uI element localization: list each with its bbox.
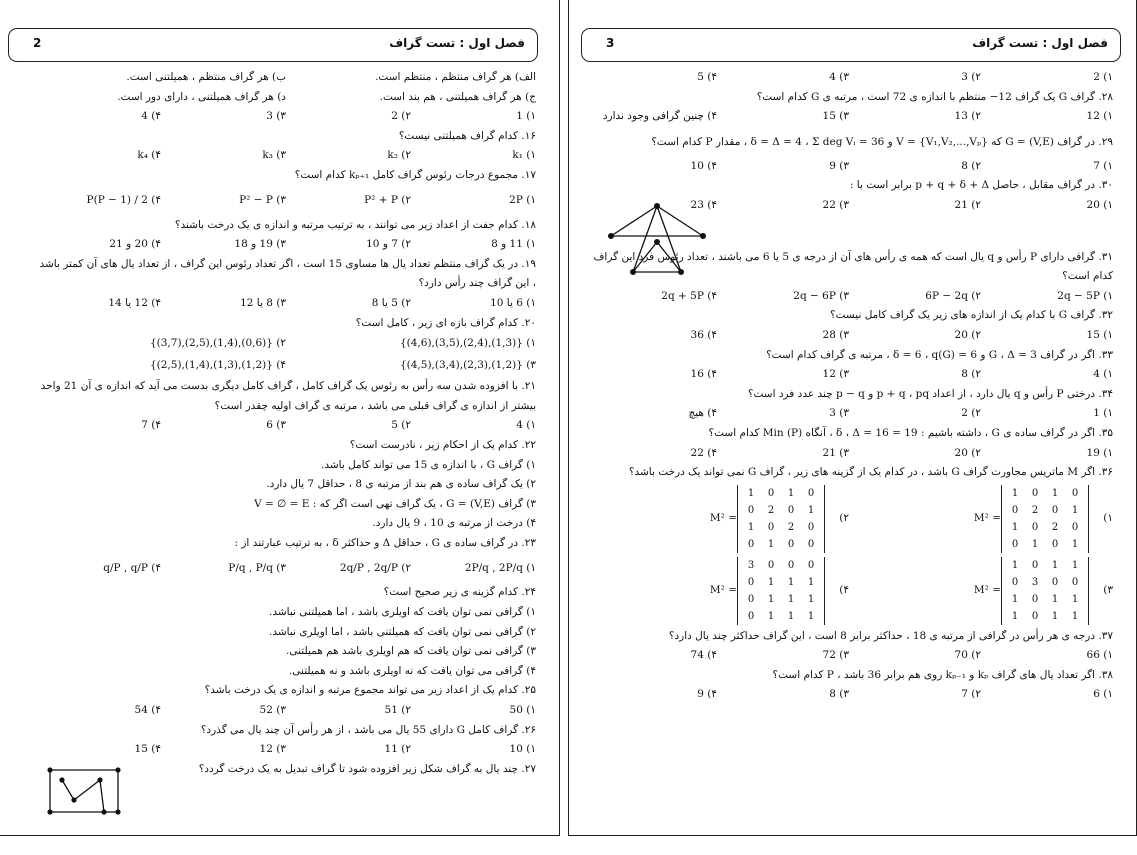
option-number: ۱): [1103, 511, 1113, 524]
matrix-entry: 0: [767, 521, 775, 533]
answer-option: ۴) چنین گرافی وجود ندارد: [602, 110, 717, 123]
answer-options: [36, 235, 536, 255]
book-spine: [560, 0, 568, 855]
matrix-entry: 0: [767, 487, 775, 499]
answer-option: ۳) 28: [822, 328, 849, 341]
answer-option: ۳) 21: [822, 446, 849, 459]
answer-options: [36, 146, 536, 166]
matrix-entry: 0: [747, 538, 755, 550]
matrix-entry: 3: [747, 559, 755, 571]
matrix-entry: 0: [1031, 559, 1039, 571]
answer-option: ۱) 66: [1086, 649, 1113, 662]
header-title: فصل اول : تست گراف: [389, 36, 525, 50]
matrix-entry: 0: [807, 487, 815, 499]
answer-option: ۱) 1: [1093, 407, 1113, 420]
answer-option: ۳) 52: [259, 704, 286, 717]
matrix-entry: 0: [807, 521, 815, 533]
matrix-entry: 0: [747, 504, 755, 516]
answer-option: ۲) 70: [954, 649, 981, 662]
matrix-entry: 0: [1031, 487, 1039, 499]
matrix-label: M² =: [973, 583, 1001, 596]
matrix-entry: 1: [1071, 559, 1079, 571]
matrix-entry: 0: [787, 559, 795, 571]
adjacency-matrix: [1001, 485, 1089, 553]
question-text: ۴) درخت از مرتبه ی 10 ، 9 یال دارد.: [372, 517, 536, 530]
page-header: [581, 28, 1121, 62]
question-27-graph: [44, 764, 124, 820]
question-text: ۲۷. چند یال به گراف شکل زیر افزوده شود تا گراف تبدیل به یک درخت گردد؟: [198, 762, 536, 775]
answer-option: ۱) 12: [1086, 110, 1113, 123]
answer-option: ۳) 2q − 6P: [793, 289, 849, 302]
option-number: ۲): [839, 511, 849, 524]
matrix-entry: 1: [1071, 538, 1079, 550]
question-text: ۳) گراف G = (V,E) ، یک گراف تهی است اگر که : V = ∅ = E: [254, 497, 536, 510]
matrix-entry: 1: [807, 593, 815, 605]
question-text: ۳۴. درختی P رأس و q یال دارد ، از اعداد p + q ، pq و p − q چند عدد فرد است؟: [747, 387, 1113, 400]
answer-option: ۳) 72: [822, 649, 849, 662]
question-text: ۲۵. کدام یک از اعداد زیر می تواند مجموع مرتبه و اندازه ی یک درخت باشد؟: [204, 684, 536, 697]
answer-option: ۱) 20: [1086, 198, 1113, 211]
answer-option: ۴) 22: [690, 446, 717, 459]
answer-option: ۴) 54: [134, 704, 161, 717]
option-number: ۴): [839, 583, 849, 596]
matrix-entry: 0: [1071, 521, 1079, 533]
answer-option: ۲) {(0,6),(1,4),(2,5),(3,7)}: [149, 337, 286, 350]
answer-option: ۲) 2: [391, 110, 411, 123]
answer-option: ۱) 4: [516, 419, 536, 432]
answer-option: ۴) 5: [697, 71, 717, 83]
matrix-entry: 2: [787, 521, 795, 533]
matrix-entry: 0: [807, 559, 815, 571]
question-text: ۱) گراف G ، با اندازه ی 15 می تواند کامل باشد.: [320, 458, 536, 471]
answer-options: [585, 326, 1113, 346]
answer-option: ۴) P(P − 1) / 2: [86, 193, 161, 206]
questions-28-30: [585, 68, 1113, 216]
matrix-entry: 2: [1051, 521, 1059, 533]
answer-option: ۳) 3: [829, 407, 849, 420]
answer-option: ۴) 2q + 5P: [661, 289, 717, 302]
matrix-entry: 0: [1011, 576, 1019, 588]
matrix-entry: 0: [747, 610, 755, 622]
answer-option: ج) هر گراف همیلتنی ، هم بند است.: [379, 90, 536, 103]
answer-option: ۲) 2: [961, 407, 981, 420]
answer-option: ۳) 8: [829, 688, 849, 701]
matrix-entry: 0: [1051, 576, 1059, 588]
question-text: ۲۹. در گراف G = (V,E) که V = {V₁,V₂,...,Vₚ} و δ = Δ = 4 ، Σ deg Vᵢ = 36 ، مقدار P کدام است؟: [651, 135, 1113, 148]
answer-option: ۴) 15: [134, 743, 161, 756]
matrix-entry: 1: [1051, 559, 1059, 571]
answer-option: ۳) 12: [822, 368, 849, 381]
matrix-entry: 1: [1051, 610, 1059, 622]
answer-options: [585, 157, 1113, 177]
matrix-entry: 0: [767, 559, 775, 571]
question-text: ۲۳. در گراف ساده ی G ، حداقل Δ و حداکثر δ ، به ترتیب عبارتند از :: [234, 536, 536, 549]
answer-option: ۴) هیچ: [688, 407, 717, 420]
matrix-entry: 1: [787, 576, 795, 588]
answer-option: ۱) 11 و 8: [491, 238, 536, 251]
answer-option: ۳) 15: [822, 110, 849, 123]
adjacency-matrix: [1001, 557, 1089, 625]
answer-options: [36, 701, 536, 721]
answer-options: [36, 68, 536, 88]
answer-options: [36, 294, 536, 314]
question-text: ۱) گرافی نمی توان یافت که اویلری باشد ، اما همیلتنی نباشد.: [269, 606, 536, 619]
right-page-content: [585, 68, 1113, 705]
matrix-entry: 1: [807, 610, 815, 622]
matrix-entry: 0: [1071, 576, 1079, 588]
question-text: ۲۸. گراف G یک گراف 12− منتظم با اندازه ی 72 است ، مرتبه ی G کدام است؟: [756, 90, 1113, 103]
matrix-label: M² =: [709, 511, 737, 524]
answer-option: ۴) 7: [141, 419, 161, 432]
matrix-entry: 3: [1031, 576, 1039, 588]
answer-option: ۲) 13: [954, 110, 981, 123]
question-text: ۱۸. کدام جفت از اعداد زیر می توانند ، به ترتیب مرتبه و اندازه ی یک درخت باشند؟: [174, 218, 536, 231]
matrix-entry: 1: [1031, 538, 1039, 550]
answer-option: ب) هر گراف منتظم ، همیلتنی است.: [126, 71, 286, 83]
matrix-entry: 1: [747, 521, 755, 533]
answer-option: ۱) 10: [509, 743, 536, 756]
adjacency-matrix: [737, 485, 825, 553]
question-text: ۲۲. کدام یک از احکام زیر ، نادرست است؟: [349, 438, 536, 451]
answer-option: ۲) 20: [954, 446, 981, 459]
left-page: [0, 0, 560, 836]
answer-options: [585, 685, 1113, 705]
question-text: ۲۰. کدام گراف بازه ای زیر ، کامل است؟: [355, 316, 536, 329]
answer-option: ۲) k₂: [387, 149, 411, 162]
matrix-entry: 0: [1031, 610, 1039, 622]
matrix-entry: 1: [1011, 593, 1019, 605]
answer-option: ۳) 12: [259, 743, 286, 756]
answer-option: ۲) 7: [961, 688, 981, 701]
matrix-entry: 0: [1071, 487, 1079, 499]
question-30-graph: [605, 200, 709, 278]
option-number: ۳): [1103, 583, 1113, 596]
answer-options: [585, 68, 1113, 88]
question-text: ۳۷. درجه ی هر رأس در گرافی از مرتبه ی 18 ، حداکثر برابر 8 است ، این گراف حداکثر چند یال دارد؟: [668, 629, 1113, 642]
header-title: فصل اول : تست گراف: [972, 36, 1108, 50]
answer-option: ۴) 74: [690, 649, 717, 662]
answer-options: [585, 444, 1113, 464]
answer-option: ۲) 5 یا 8: [371, 296, 411, 309]
matrix-entry: 1: [767, 610, 775, 622]
answer-option: ۱) 6: [1093, 688, 1113, 701]
matrix-entry: 0: [1031, 593, 1039, 605]
answer-option: ۴) 16: [690, 368, 717, 381]
left-page-content: [36, 68, 536, 779]
matrix-label: M² =: [973, 511, 1001, 524]
matrix-option: [585, 557, 849, 625]
adjacency-matrix: [737, 557, 825, 625]
answer-options: [585, 287, 1113, 307]
answer-option: ۱) 4: [1093, 368, 1113, 381]
question-text: ۳) گرافی نمی توان یافت که هم اویلری باشد هم همیلتنی.: [286, 645, 536, 658]
question-text: ۲۴. کدام گزینه ی زیر صحیح است؟: [383, 586, 536, 599]
answer-option: ۲) P² + P: [364, 193, 411, 206]
answer-option: الف) هر گراف منتظم ، منتظم است.: [375, 71, 536, 83]
answer-option: ۴) 4: [141, 110, 161, 123]
answer-option: د) هر گراف همیلتنی ، دارای دور است.: [117, 90, 286, 103]
matrix-entry: 1: [747, 487, 755, 499]
matrix-entry: 1: [767, 576, 775, 588]
page-number: 3: [606, 36, 615, 50]
question-text: ۳۰. در گراف مقابل ، حاصل p + q + δ + Δ برابر است با :: [849, 179, 1113, 192]
answer-option: ۴) 12 یا 14: [108, 296, 161, 309]
answer-option: ۲) 51: [384, 704, 411, 717]
answer-option: ۳) 6: [266, 419, 286, 432]
answer-option: ۱) 2q − 5P: [1057, 289, 1113, 302]
answer-options: [585, 646, 1113, 666]
answer-option: ۱) k₁: [512, 149, 536, 162]
answer-options: [585, 404, 1113, 424]
question-text: ۲) یک گراف ساده ی هم بند از مرتبه ی 8 ، حداقل 7 یال دارد.: [266, 478, 536, 491]
right-page: [568, 0, 1137, 836]
answer-option: ۴) 23: [690, 198, 717, 211]
question-text: ۲) گرافی نمی توان یافت که همیلتنی باشد ، اما اویلری نباشد.: [269, 625, 536, 638]
answer-option: ۴) {(1,2),(1,3),(1,4),(2,5)}: [149, 359, 286, 372]
matrix-entry: 1: [787, 593, 795, 605]
answer-option: ۳) 22: [822, 198, 849, 211]
answer-option: ۱) 1: [516, 110, 536, 123]
matrix-entry: 0: [1031, 521, 1039, 533]
answer-option: ۲) 7 و 10: [366, 238, 411, 251]
matrix-entry: 1: [1011, 559, 1019, 571]
question-text: ۲۶. گراف کامل G دارای 55 یال می باشد ، از هر رأس آن چند یال می گذرد؟: [200, 723, 536, 736]
answer-option: ۴) 20 و 21: [109, 238, 161, 251]
answer-option: ۳) 4: [829, 71, 849, 83]
question-text: ۳۲. گراف G با کدام یک از اندازه های زیر یک گراف کامل نیست؟: [830, 309, 1113, 322]
question-text: ۱۶. کدام گراف همیلتنی نیست؟: [398, 129, 536, 142]
answer-option: ۲) 11: [384, 743, 411, 756]
answer-option: ۱) 2P/q , 2P/q: [464, 561, 536, 574]
answer-option: ۴) 10: [690, 159, 717, 172]
question-text: ۳۵. اگر در گراف ساده ی G ، داشته باشیم : 19 = δ ، Δ = 16 ، آنگاه Min (P) کدام است؟: [708, 426, 1113, 439]
matrix-entry: 2: [1031, 504, 1039, 516]
matrix-entry: 0: [807, 538, 815, 550]
answer-option: ۳) 19 و 18: [234, 238, 286, 251]
matrix-entry: 1: [787, 610, 795, 622]
answer-options: [36, 107, 536, 127]
answer-option: ۴) k₄: [137, 149, 161, 162]
answer-options: [36, 553, 536, 583]
matrix-entry: 1: [1011, 487, 1019, 499]
answer-option: ۱) 19: [1086, 446, 1113, 459]
matrix-entry: 1: [807, 504, 815, 516]
answer-option: ۲) 2q/P , 2q/P: [339, 561, 411, 574]
answer-option: ۱) 7: [1093, 159, 1113, 172]
answer-options: [36, 88, 536, 108]
matrix-option: [849, 485, 1113, 553]
question-text: ۲۱. با افزوده شدن سه رأس به رئوس یک گراف کامل ، گراف کامل دیگری بدست می آید که اندازه ی آن 21 واحد بیشتر از اندازه ی گراف قبلی می باشد ، مرتبه ی گراف اولیه چقدر است؟: [40, 380, 536, 412]
page-number: 2: [33, 36, 42, 50]
answer-options: [585, 107, 1113, 127]
matrix-entry: 1: [767, 538, 775, 550]
answer-option: ۲) 5: [391, 419, 411, 432]
question-text: ۴) گرافی می توان یافت که نه اویلری باشد و نه همیلتنی.: [288, 664, 536, 677]
matrix-entry: 1: [1071, 593, 1079, 605]
matrix-entry: 1: [767, 593, 775, 605]
matrix-entry: 1: [787, 487, 795, 499]
answer-options: [36, 186, 536, 216]
answer-option: ۳) P/q , P/q: [228, 561, 286, 574]
answer-option: ۲) 21: [954, 198, 981, 211]
questions-31-36: [585, 248, 1113, 483]
matrix-option: [849, 557, 1113, 625]
answer-option: ۱) 50: [509, 704, 536, 717]
answer-option: ۲) 3: [961, 71, 981, 83]
answer-option: ۴) 9: [697, 688, 717, 701]
answer-option: ۲) 20: [954, 328, 981, 341]
answer-option: ۱) 6 یا 10: [490, 296, 536, 309]
matrix-options: [585, 483, 1113, 627]
answer-option: ۳) 3: [266, 110, 286, 123]
answer-options: [36, 740, 536, 760]
matrix-entry: 0: [1051, 504, 1059, 516]
question-text: ۳۸. اگر تعداد یال های گراف kₚ و kₚ₋₁ روی هم برابر 36 باشد ، P کدام است؟: [772, 668, 1113, 681]
matrix-entry: 0: [787, 538, 795, 550]
answer-option: ۳) k₃: [262, 149, 286, 162]
matrix-entry: 0: [787, 504, 795, 516]
matrix-entry: 1: [1011, 521, 1019, 533]
answer-option: ۱) 15: [1086, 328, 1113, 341]
page-header: [8, 28, 538, 62]
matrix-entry: 0: [747, 593, 755, 605]
answer-options: [585, 365, 1113, 385]
matrix-entry: 1: [807, 576, 815, 588]
matrix-entry: 1: [1051, 593, 1059, 605]
matrix-entry: 0: [747, 576, 755, 588]
matrix-entry: 0: [1051, 538, 1059, 550]
answer-option: ۳) 9: [829, 159, 849, 172]
matrix-option-row: [585, 555, 1113, 627]
matrix-entry: 2: [767, 504, 775, 516]
answer-options: [36, 333, 536, 355]
answer-option: ۱) 2P: [509, 193, 536, 206]
answer-options: [36, 416, 536, 436]
answer-options: [36, 355, 536, 377]
question-text: ۱۹. در یک گراف منتظم تعداد یال ها مساوی 15 است ، اگر تعداد رئوس این گراف ، از تعداد یال های آن کمتر باشد ، این گراف چند رأس دارد؟: [39, 257, 536, 290]
question-text: ۳۱. گرافی دارای P رأس و q یال است که همه ی رأس های آن از درجه ی 5 یا 6 می باشند ، تعداد رئوس فرد این گراف کدام است؟: [593, 250, 1113, 283]
question-text: ۳۳. اگر در گراف G ، Δ = 3 و δ = 6 ، q(G) = 6 ، مرتبه ی گراف کدام است؟: [766, 348, 1113, 361]
matrix-entry: 1: [1011, 610, 1019, 622]
answer-option: ۱) 2: [1093, 71, 1113, 83]
matrix-option-row: [585, 483, 1113, 555]
matrix-option: [585, 485, 849, 553]
matrix-label: M² =: [709, 583, 737, 596]
question-text: ۱۷. مجموع درجات رئوس گراف کامل kₚ₊₁ کدام است؟: [294, 168, 536, 181]
answer-option: ۲) 8: [961, 159, 981, 172]
answer-option: ۲) 8: [961, 368, 981, 381]
matrix-entry: 0: [1011, 538, 1019, 550]
questions-37-38: [585, 627, 1113, 705]
matrix-entry: 1: [1051, 487, 1059, 499]
answer-option: ۳) {(1,2),(2,3),(3,4),(4,5)}: [399, 359, 536, 372]
question-text: ۳۶. اگر M ماتریس مجاورت گراف G باشد ، در کدام یک از گزینه های زیر ، گراف G نمی تواند یک درخت باشد؟: [628, 466, 1113, 479]
matrix-entry: 0: [1011, 504, 1019, 516]
matrix-entry: 1: [1071, 504, 1079, 516]
answer-option: ۲) 6P − 2q: [925, 289, 981, 302]
matrix-entry: 1: [1071, 610, 1079, 622]
answer-option: ۱) {(1,3),(2,4),(3,5),(4,6)}: [399, 337, 536, 350]
answer-option: ۳) 8 یا 12: [240, 296, 286, 309]
answer-option: ۴) q/P , q/P: [103, 561, 161, 574]
answer-option: ۳) P² − P: [239, 193, 286, 206]
answer-option: ۴) 36: [690, 328, 717, 341]
